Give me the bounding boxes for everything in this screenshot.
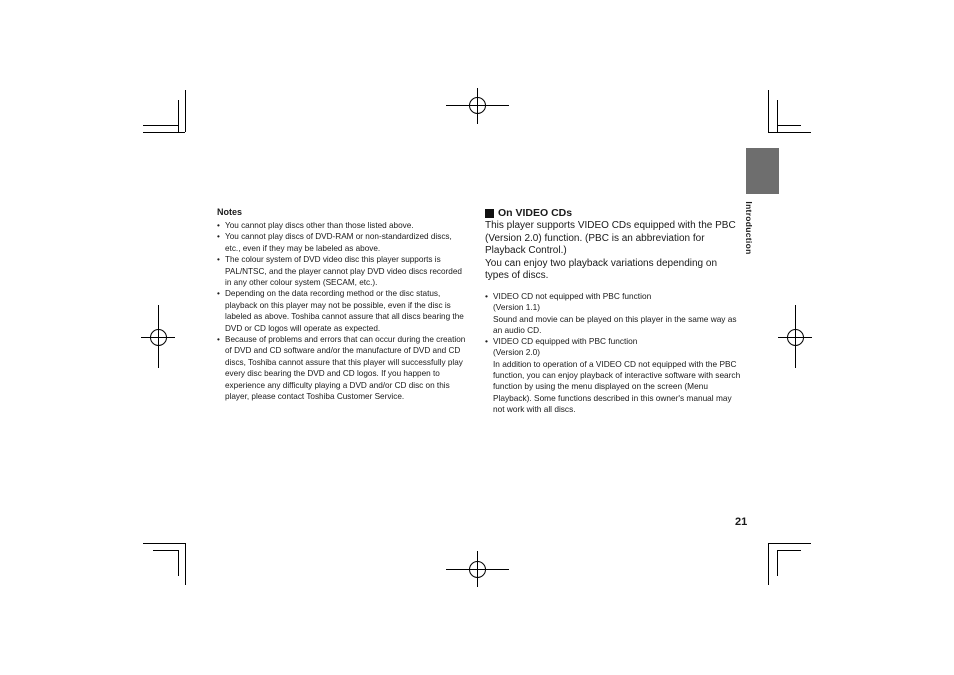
video-cd-type-item	[485, 336, 741, 415]
page-number: 21	[735, 516, 748, 528]
video-cd-type-item	[485, 291, 741, 336]
section-tab	[746, 148, 779, 194]
note-item: • You cannot play discs other than those listed above.	[217, 220, 467, 231]
video-cd-type-version: (Version 2.0)	[493, 347, 541, 358]
notes-title: Notes	[217, 207, 243, 217]
section-tab-label: Introduction	[744, 201, 754, 255]
video-cd-type-title: • VIDEO CD equipped with PBC function	[493, 336, 638, 347]
note-item: • Because of problems and errors that can occur during the creation of DVD and CD software and/or the manufacture of DVD and CD discs, Toshiba cannot assure that this player will successfully play every disc bearing the DVD and CD logos. If you happen to experience any difficulty playing a DVD and/or CD disc on this player, please contact Toshiba Customer Service.	[217, 334, 467, 402]
video-cd-types-list	[485, 291, 741, 415]
video-cds-intro: This player supports VIDEO CDs equipped with the PBC (Version 2.0) function. (PBC is an abbreviation for Playback Control.)	[485, 220, 736, 257]
square-bullet-icon	[485, 209, 494, 218]
video-cd-type-desc: Sound and movie can be played on this player in the same way as an audio CD.	[493, 313, 737, 335]
video-cds-section	[485, 206, 741, 415]
video-cds-heading-text: On VIDEO CDs	[498, 207, 573, 219]
video-cd-type-title: • VIDEO CD not equipped with PBC function	[493, 290, 652, 301]
notes-section	[217, 206, 467, 403]
video-cd-type-desc: In addition to operation of a VIDEO CD not equipped with the PBC function, you can enjoy playback of interactive software with search function by using the menu displayed on the screen (Menu Playback). Some functions described in this owner's manual may not work with all discs.	[493, 358, 741, 414]
note-item: • You cannot play discs of DVD-RAM or non-standardized discs, etc., even if they may be labeled as above.	[217, 231, 467, 254]
video-cd-type-version: (Version 1.1)	[493, 302, 541, 313]
note-item: • The colour system of DVD video disc this player supports is PAL/NTSC, and the player cannot play DVD video discs recorded in any other colour system (SECAM, etc.).	[217, 254, 467, 288]
video-cds-heading	[485, 206, 741, 220]
note-item: • Depending on the data recording method or the disc status, playback on this player may not be possible, even if the disc is labeled as above. Toshiba cannot assure that all discs bearing the DVD or CD logos will operate as expected.	[217, 288, 467, 334]
notes-list	[217, 220, 467, 403]
video-cds-intro-2: You can enjoy two playback variations depending on types of discs.	[485, 257, 718, 282]
